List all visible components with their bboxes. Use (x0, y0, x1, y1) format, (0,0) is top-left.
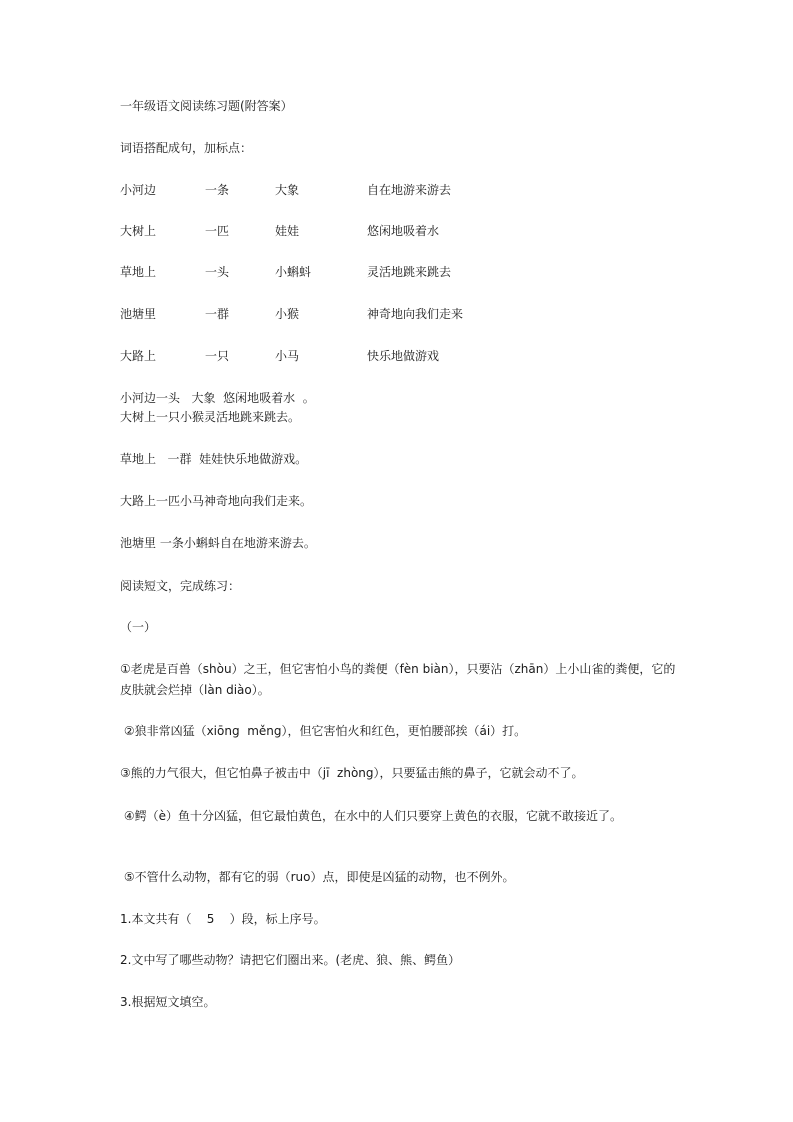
paragraph-4: ④鳄（è）鱼十分凶猛，但它最怕黄色，在水中的人们只要穿上黄色的衣服，它就不敢接近了。 (120, 809, 622, 823)
part-label: （一） (120, 620, 157, 634)
answer-sentence: 小河边一头 大象 悠闲地吸着水 。 (120, 391, 315, 405)
match-place: 大路上 (120, 349, 157, 363)
answer-sentence: 大路上一匹小马神奇地向我们走来。 (120, 494, 313, 508)
match-action: 快乐地做游戏 (367, 349, 440, 363)
match-animal: 娃娃 (275, 224, 300, 238)
paragraph-2: ②狼非常凶猛（xiōng měng），但它害怕火和红色，更怕腰部挨（ái）打。 (120, 724, 527, 738)
paragraph-5: ⑤不管什么动物，都有它的弱（ruo）点，即使是凶猛的动物，也不例外。 (120, 870, 515, 884)
match-place: 大树上 (120, 224, 157, 238)
answer-sentence: 草地上 一群 娃娃快乐地做游戏。 (120, 452, 308, 466)
match-action: 悠闲地吸着水 (367, 224, 440, 238)
match-animal: 小马 (275, 349, 300, 363)
match-measure: 一只 (205, 349, 230, 363)
match-measure: 一匹 (205, 224, 230, 238)
question-1: 1.本文共有（ 5 ）段，标上序号。 (120, 912, 326, 926)
section2-heading: 阅读短文，完成练习： (120, 579, 241, 593)
paragraph-1: ①老虎是百兽（shòu）之王，但它害怕小鸟的粪便（fèn biàn），只要沾（zhān）上小山雀的粪便，它的皮肤就会烂掉（làn diào）。 (120, 662, 676, 697)
match-animal: 大象 (275, 183, 300, 197)
match-animal: 小蝌蚪 (275, 265, 312, 279)
match-measure: 一头 (205, 265, 230, 279)
match-measure: 一条 (205, 183, 230, 197)
document-title: 一年级语文阅读练习题(附答案） (120, 99, 293, 113)
paragraph-3: ③熊的力气很大，但它怕鼻子被击中（jī zhòng），只要猛击熊的鼻子，它就会动不了。 (120, 766, 584, 780)
match-place: 草地上 (120, 265, 157, 279)
answer-sentence: 大树上一只小猴灵活地跳来跳去。 (120, 410, 301, 424)
match-place: 池塘里 (120, 307, 157, 321)
question-3: 3.根据短文填空。 (120, 995, 216, 1009)
match-action: 神奇地向我们走来 (367, 307, 464, 321)
match-measure: 一群 (205, 307, 230, 321)
answer-sentence: 池塘里 一条小蝌蚪自在地游来游去。 (120, 536, 316, 550)
match-animal: 小猴 (275, 307, 300, 321)
match-place: 小河边 (120, 183, 157, 197)
question-2: 2.文中写了哪些动物？请把它们圈出来。(老虎、狼、熊、鳄鱼） (120, 953, 461, 967)
section1-heading: 词语搭配成句，加标点： (120, 141, 253, 155)
match-action: 灵活地跳来跳去 (367, 265, 452, 279)
match-action: 自在地游来游去 (367, 183, 452, 197)
